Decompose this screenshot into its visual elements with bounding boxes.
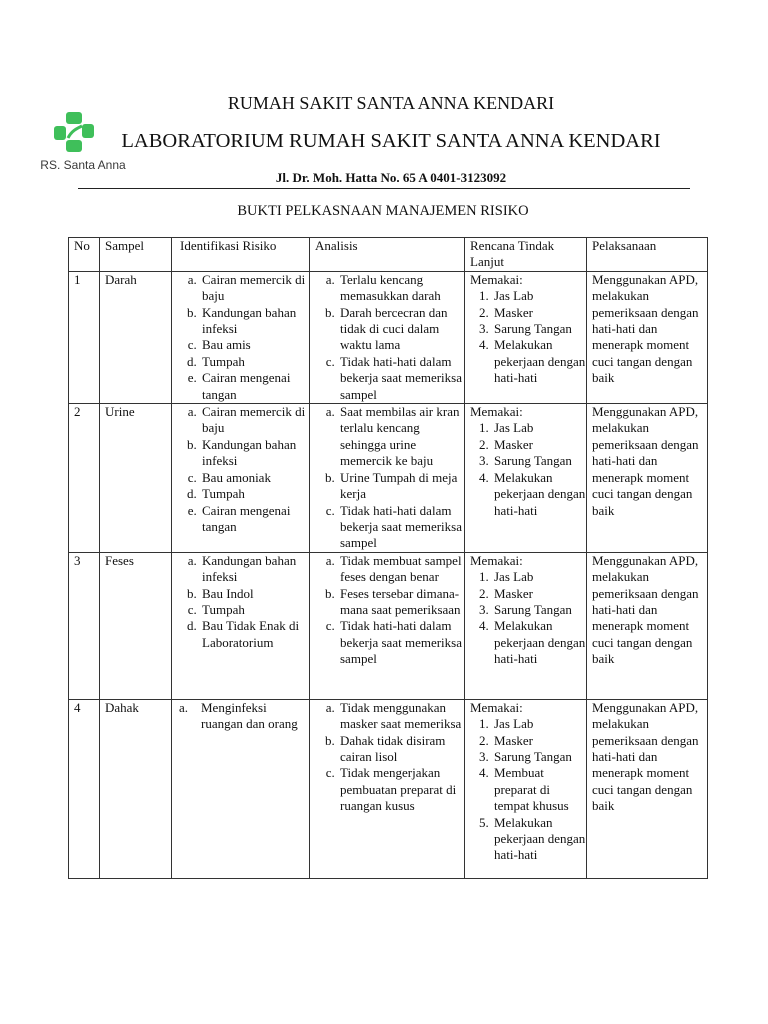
- cell-rencana: [465, 271, 587, 403]
- list-item: c. Tidak hati-hati dalam bekerja saat memeriksa sampel: [338, 618, 464, 667]
- list-item: 1. Jas Lab: [492, 420, 586, 436]
- cell-pelaksanaan: Menggunakan APD, melakukan pemeriksaan dengan hati-hati dan menerapk moment cuci tangan dengan baik: [587, 271, 708, 403]
- item-text: Menginfeksi ruangan dan orang: [201, 699, 298, 732]
- list-item: c. Tumpah: [200, 602, 309, 618]
- cell-no: 3: [69, 552, 100, 699]
- cell-pelaksanaan: Menggunakan APD, melakukan pemeriksaan dengan hati-hati dan menerapk moment cuci tangan dengan baik: [587, 552, 708, 699]
- cell-identifikasi: [172, 699, 310, 878]
- list-item: 3. Sarung Tangan: [492, 749, 586, 765]
- header-no: No: [69, 238, 100, 272]
- list-item: b. Bau Indol: [200, 586, 309, 602]
- header-rencana: Rencana Tindak Lanjut: [465, 238, 587, 272]
- list-item: e. Cairan mengenai tangan: [200, 503, 309, 536]
- logo-text: RS. Santa Anna: [40, 158, 126, 172]
- cell-identifikasi: [172, 404, 310, 553]
- list-item: d. Tumpah: [200, 486, 309, 502]
- cell-no: 1: [69, 271, 100, 403]
- list-item: d. Bau Tidak Enak di Laboratorium: [200, 618, 309, 651]
- table-row: [69, 552, 708, 699]
- list-item: c. Bau amoniak: [200, 470, 309, 486]
- address-line: Jl. Dr. Moh. Hatta No. 65 A 0401-3123092: [275, 170, 507, 185]
- hospital-name: RUMAH SAKIT SANTA ANNA KENDARI: [227, 93, 555, 113]
- header-sampel: Sampel: [100, 238, 172, 272]
- list-item: 2. Masker: [492, 586, 586, 602]
- list-item: a. Terlalu kencang memasukkan darah: [338, 272, 464, 305]
- cell-sampel: Darah: [100, 271, 172, 403]
- cell-no: 2: [69, 404, 100, 553]
- list-item: c. Tidak hati-hati dalam bekerja saat memeriksa sampel: [338, 503, 464, 552]
- list-item: b. Darah bercecran dan tidak di cuci dalam waktu lama: [338, 305, 464, 354]
- list-item: 1. Jas Lab: [492, 716, 586, 732]
- list-item: 1. Jas Lab: [492, 288, 586, 304]
- list-item: a. Saat membilas air kran terlalu kencang sehingga urine memercik ke baju: [338, 404, 464, 470]
- list-item: 3. Sarung Tangan: [492, 453, 586, 469]
- list-item: 4. Melakukan pekerjaan dengan hati-hati: [492, 337, 586, 386]
- cell-identifikasi: [172, 271, 310, 403]
- list-item: 4. Melakukan pekerjaan dengan hati-hati: [492, 618, 586, 667]
- list-item: b. Dahak tidak disiram cairan lisol: [338, 733, 464, 766]
- cell-sampel: Feses: [100, 552, 172, 699]
- list-item: c. Tidak mengerjakan pembuatan preparat di ruangan kusus: [338, 765, 464, 814]
- list-item: e. Cairan mengenai tangan: [200, 370, 309, 403]
- header-pelaksanaan: Pelaksanaan: [587, 238, 708, 272]
- cell-sampel: Urine: [100, 404, 172, 553]
- item-label: a.: [179, 699, 189, 715]
- cell-analisis: [310, 404, 465, 553]
- list-item: a. Kandungan bahan infeksi: [200, 553, 309, 586]
- laboratory-name: LABORATORIUM RUMAH SAKIT SANTA ANNA KENDARI: [121, 130, 661, 152]
- list-item: 5. Melakukan pekerjaan dengan hati-hati: [492, 815, 586, 864]
- list-item: 3. Sarung Tangan: [492, 321, 586, 337]
- table-row: [69, 699, 708, 878]
- list-item: 2. Masker: [492, 305, 586, 321]
- rencana-intro: Memakai:: [470, 271, 523, 287]
- list-item: b. Feses tersebar dimana-mana saat pemeriksaan: [338, 586, 464, 619]
- table-header-row: [69, 238, 708, 272]
- list-item: [177, 700, 309, 733]
- cell-pelaksanaan: Menggunakan APD, melakukan pemeriksaan dengan hati-hati dan menerapk moment cuci tangan dengan baik: [587, 404, 708, 553]
- risk-management-table: [68, 237, 708, 879]
- list-item: b. Kandungan bahan infeksi: [200, 305, 309, 338]
- cell-no: 4: [69, 699, 100, 878]
- list-item: a. Tidak menggunakan masker saat memeriksa: [338, 700, 464, 733]
- list-item: 1. Jas Lab: [492, 569, 586, 585]
- rencana-intro: Memakai:: [470, 699, 523, 715]
- document-title: BUKTI PELKASNAAN MANAJEMEN RISIKO: [237, 203, 529, 219]
- cell-pelaksanaan: Menggunakan APD, melakukan pemeriksaan dengan hati-hati dan menerapk moment cuci tangan dengan baik: [587, 699, 708, 878]
- cell-identifikasi: [172, 552, 310, 699]
- list-item: a. Cairan memercik di baju: [200, 272, 309, 305]
- cell-analisis: [310, 699, 465, 878]
- list-item: 4. Melakukan pekerjaan dengan hati-hati: [492, 470, 586, 519]
- list-item: b. Urine Tumpah di meja kerja: [338, 470, 464, 503]
- list-item: a. Tidak membuat sampel feses dengan benar: [338, 553, 464, 586]
- rencana-intro: Memakai:: [470, 404, 523, 420]
- header-analisis: Analisis: [310, 238, 465, 272]
- cell-analisis: [310, 552, 465, 699]
- list-item: 3. Sarung Tangan: [492, 602, 586, 618]
- list-item: 2. Masker: [492, 733, 586, 749]
- list-item: a. Cairan memercik di baju: [200, 404, 309, 437]
- cell-rencana: [465, 552, 587, 699]
- header-divider: [78, 188, 690, 189]
- table-row: [69, 271, 708, 403]
- list-item: c. Tidak hati-hati dalam bekerja saat memeriksa sampel: [338, 354, 464, 403]
- table-row: [69, 404, 708, 553]
- list-item: b. Kandungan bahan infeksi: [200, 437, 309, 470]
- cell-analisis: [310, 271, 465, 403]
- cell-rencana: [465, 699, 587, 878]
- cell-rencana: [465, 404, 587, 553]
- rencana-intro: Memakai:: [470, 552, 523, 568]
- list-item: 4. Membuat preparat di tempat khusus: [492, 765, 586, 814]
- list-item: c. Bau amis: [200, 337, 309, 353]
- list-item: 2. Masker: [492, 437, 586, 453]
- header-identifikasi: Identifikasi Risiko: [172, 238, 310, 272]
- list-item: d. Tumpah: [200, 354, 309, 370]
- cell-sampel: Dahak: [100, 699, 172, 878]
